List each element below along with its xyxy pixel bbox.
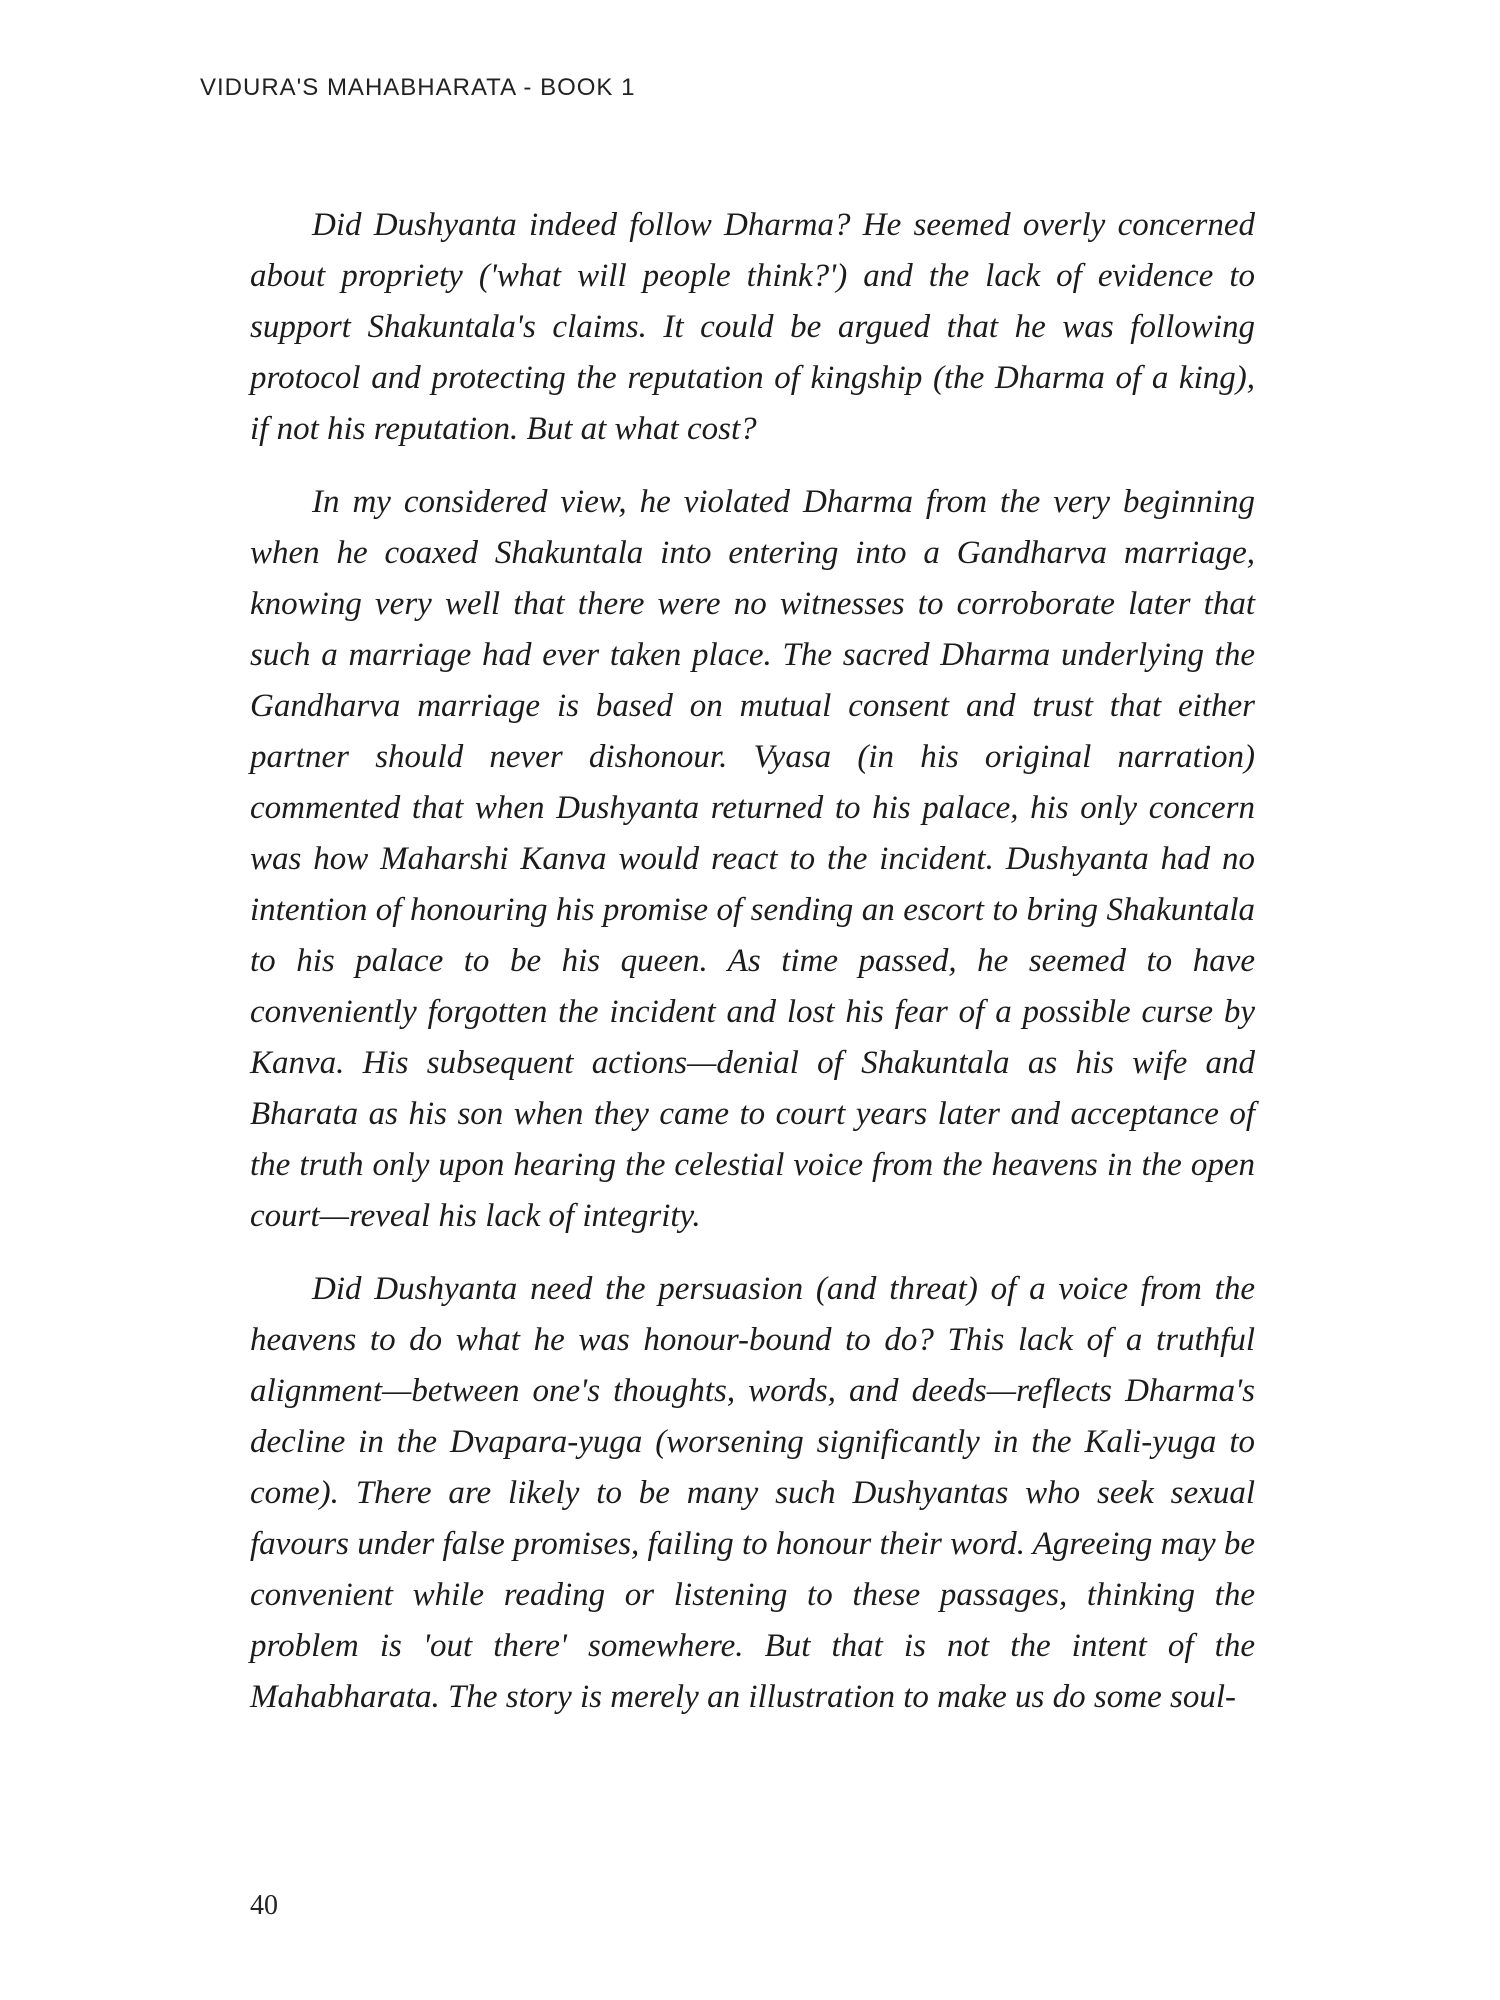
running-head-title: VIDURA'S MAHABHARATA - BOOK 1 [200,74,636,101]
body-text [250,200,1255,1745]
paragraph-2: In my considered view, he violated Dharma from the very beginning when he coaxed Shakuntala into entering into a Gandharva marriage, knowing very well that there were no witnesses to corroborate later that such a marriage had ever taken place. The sacred Dharma underlying the Gandharva marriage is based on mutual consent and trust that either partner should never dishonour. Vyasa (in his original narration) commented that when Dushyanta returned to his palace, his only concern was how Maharshi Kanva would react to the incident. Dushyanta had no intention of honouring his promise of sending an escort to bring Shakuntala to his palace to be his queen. As time passed, he seemed to have conveniently forgotten the incident and lost his fear of a possible curse by Kanva. His subsequent actions—denial of Shakuntala as his wife and Bharata as his son when they came to court years later and acceptance of the truth only upon hearing the celestial voice from the heavens in the open court—reveal his lack of integrity. [250,484,1255,1234]
paragraph-3: Did Dushyanta need the persuasion (and threat) of a voice from the heavens to do what he was honour-bound to do? This lack of a truthful alignment—between one's thoughts, words, and deeds—reflects Dharma's decline in the Dvapara-yuga (worsening significantly in the Kali-yuga to come). There are likely to be many such Dushyantas who seek sexual favours under false promises, failing to honour their word. Agreeing may be convenient while reading or listening to these passages, thinking the problem is 'out there' somewhere. But that is not the intent of the Mahabharata. The story is merely an illustration to make us do some soul- [250,1271,1255,1715]
page-number: 40 [250,1890,278,1921]
paragraph-1: Did Dushyanta indeed follow Dharma? He seemed overly concerned about propriety ('what will people think?') and the lack of evidence to support Shakuntala's claims. It could be argued that he was following protocol and protecting the reputation of kingship (the Dharma of a king), if not his reputation. But at what cost? [250,207,1255,447]
